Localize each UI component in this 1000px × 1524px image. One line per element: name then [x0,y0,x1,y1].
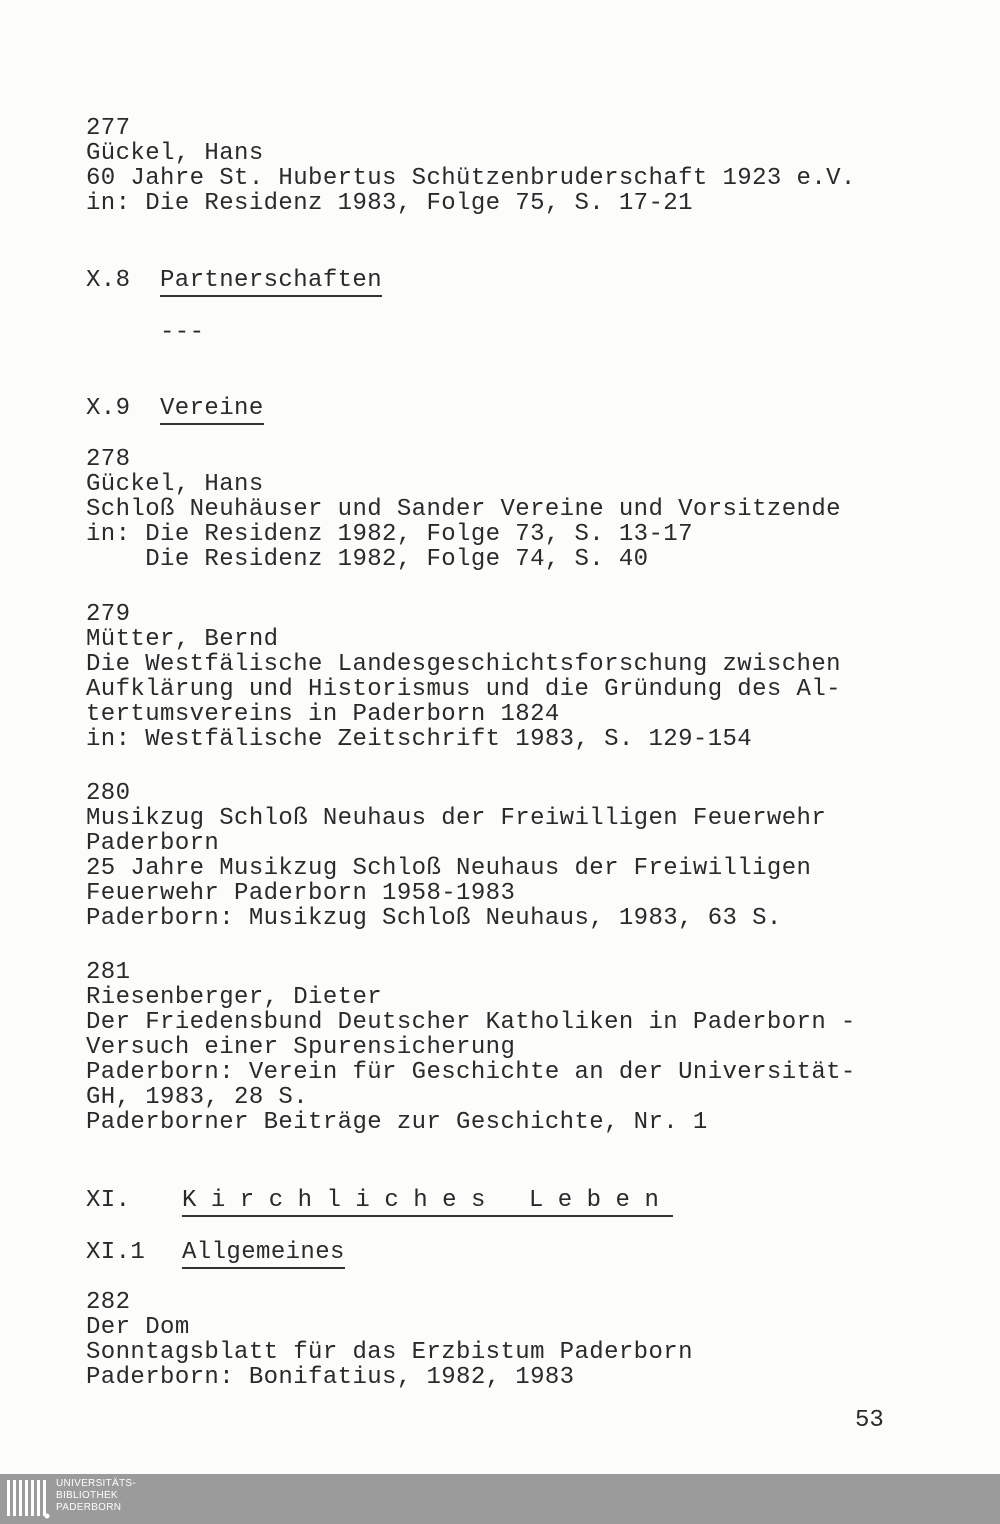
section-number: X.9 [86,395,131,422]
entry-number: 281 [86,959,131,986]
entry-title: Der Friedensbund Deutscher Katholiken in Paderborn - [86,1009,856,1036]
entry-title: Die Westfälische Landesgeschichtsforschung zwischen [86,651,841,678]
entry-title: Schloß Neuhäuser und Sander Vereine und Vorsitzende [86,496,841,523]
section-title: Allgemeines [182,1240,345,1269]
entry-title: tertumsvereins in Paderborn 1824 [86,701,560,728]
entry-source: in: Westfälische Zeitschrift 1983, S. 129-154 [86,726,753,753]
entry-number: 277 [86,115,131,142]
entry-series: Paderborner Beiträge zur Geschichte, Nr. 1 [86,1109,708,1136]
entry-source: in: Die Residenz 1983, Folge 75, S. 17-21 [86,190,693,217]
library-name-line: PADERBORN [56,1502,122,1513]
entry-subtitle: Sonntagsblatt für das Erzbistum Paderborn [86,1339,693,1366]
entry-title: 60 Jahre St. Hubertus Schützenbruderschaft 1923 e.V. [86,165,856,192]
page-number: 53 [855,1407,884,1434]
entry-title: 25 Jahre Musikzug Schloß Neuhaus der Freiwilligen [86,855,812,882]
entry-number: 282 [86,1289,131,1316]
entry-publisher: Paderborn: Verein für Geschichte an der Universität- [86,1059,856,1086]
library-logo-icon [6,1478,50,1520]
entry-author: Gückel, Hans [86,140,264,167]
entry-title: Aufklärung und Historismus und die Gründung des Al- [86,676,841,703]
entry-number: 278 [86,446,131,473]
entry-source: Paderborn: Musikzug Schloß Neuhaus, 1983, 63 S. [86,905,782,932]
library-footer [0,1474,1000,1524]
entry-source: Die Residenz 1982, Folge 74, S. 40 [86,546,649,573]
section-title: Partnerschaften [160,268,382,297]
library-name-line: BIBLIOTHEK [56,1490,118,1501]
entry-source: in: Die Residenz 1982, Folge 73, S. 13-17 [86,521,693,548]
section-number: X.8 [86,267,131,294]
library-name [56,1478,136,1514]
entry-author: Gückel, Hans [86,471,264,498]
entry-author: Riesenberger, Dieter [86,984,383,1011]
entry-source: Paderborn: Bonifatius, 1982, 1983 [86,1364,575,1391]
section-title: Vereine [160,396,264,425]
entry-number: 280 [86,780,131,807]
library-name-line: UNIVERSITÄTS- [56,1478,137,1489]
entry-title: Feuerwehr Paderborn 1958-1983 [86,880,516,907]
entry-author: Paderborn [86,830,220,857]
entry-author: Mütter, Bernd [86,626,279,653]
entry-title: Der Dom [86,1314,190,1341]
entry-number: 279 [86,601,131,628]
section-title: Kirchliches Leben [182,1188,673,1217]
section-empty-marker: --- [160,319,205,346]
entry-publisher: GH, 1983, 28 S. [86,1084,309,1111]
section-number: XI.1 [86,1239,146,1266]
entry-author: Musikzug Schloß Neuhaus der Freiwilligen Feuerwehr [86,805,827,832]
section-number: XI. [86,1187,131,1214]
entry-title: Versuch einer Spurensicherung [86,1034,516,1061]
